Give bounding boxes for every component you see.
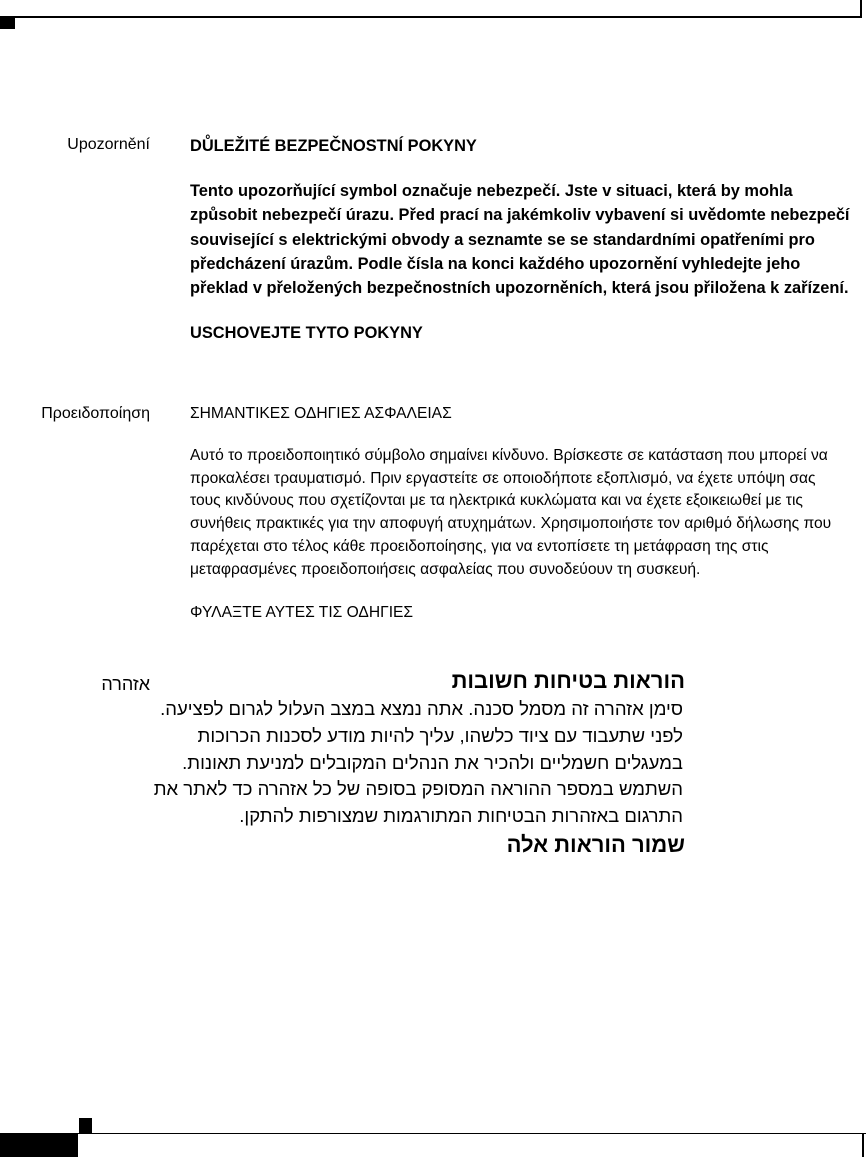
top-rule xyxy=(0,16,862,18)
bottom-left-bar xyxy=(0,1134,78,1157)
hebrew-footer: שמור הוראות אלה xyxy=(506,831,685,857)
greek-body: Αυτό το προειδοποιητικό σύμβολο σημαίνει κίνδυνο. Βρίσκεστε σε κατάσταση που μπορεί να προκαλέσει τραυματισμό. Πριν εργαστείτε σε οποιοδήποτε εξοπλισμό, να έχετε υπόψη σας τους κινδύνους που σχετίζονται με τα ηλεκτρικά κυκλώματα και να έχετε εξοικειωθεί με τις συνήθεις πρακτικές για την αποφυγή ατυχημάτων. Χρησιμοποιήστε τον αριθμό δήλωσης που παρέχεται στο τέλος κάθε προειδοποίησης, για να εντοπίσετε τη μετάφραση της στις μεταφρασμένες προειδοποιήσεις ασφαλείας που συνοδεύουν τη συσκευή. xyxy=(190,446,832,578)
czech-warning-block xyxy=(190,134,850,345)
hebrew-heading: הוראות בטיחות חשובות xyxy=(451,668,685,693)
czech-footer: USCHOVEJTE TYTO POKYNY xyxy=(190,324,423,343)
czech-warning-label: Upozornění xyxy=(67,136,150,153)
hebrew-body: סימן אזהרה זה מסמל סכנה. אתה נמצא במצב העלול לגרום לפציעה. לפני שתעבוד עם ציוד כלשהו, עליך להיות מודע לסכנות הכרוכות במעגלים חשמליים ולהכיר את הנהלים המקובלים למניעת תאונות. השתמש במספר ההוראה המסופק בסופה של כל אזהרה כד לאתר את התרגום באזהרות הבטיחות המתורגמות שמצורפות להתקן. xyxy=(153,698,683,827)
greek-footer: ΦΥΛΑΞΤΕ ΑΥΤΕΣ ΤΙΣ ΟΔΗΓΙΕΣ xyxy=(190,603,414,621)
greek-warning-block xyxy=(190,403,850,624)
top-right-tick xyxy=(860,0,862,18)
hebrew-warning-label: אזהרה xyxy=(101,674,150,694)
czech-body: Tento upozorňující symbol označuje nebezpečí. Jste v situaci, která by mohla způsobit nebezpečí úrazu. Před prací na jakémkoliv vybavení si uvědomte nebezpečí související s elektrickými obvody a seznamte se se standardními opatřeními pro předcházení úrazům. Podle čísla na konci každého upozornění vyhledejte jeho překlad v přeložených bezpečnostních upozorněních, která jsou přiložena k zařízení. xyxy=(190,182,850,298)
bottom-right-tick xyxy=(862,1134,864,1157)
top-left-marker xyxy=(0,18,15,29)
greek-warning-label: Προειδοποίηση xyxy=(41,405,150,422)
hebrew-warning-block xyxy=(150,666,685,860)
czech-heading: DŮLEŽITÉ BEZPEČNOSTNÍ POKYNY xyxy=(190,137,477,155)
bottom-marker xyxy=(79,1118,92,1133)
bottom-rule xyxy=(0,1133,866,1134)
greek-heading: ΣΗΜΑΝΤΙΚΕΣ ΟΔΗΓΙΕΣ ΑΣΦΑΛΕΙΑΣ xyxy=(190,405,452,422)
